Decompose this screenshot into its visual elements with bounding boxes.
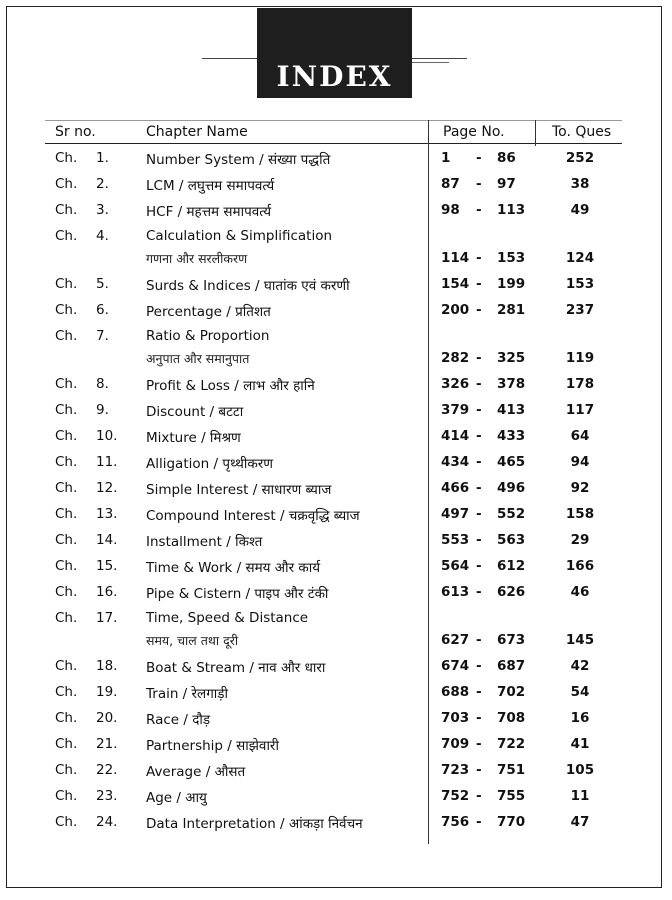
page-to: 755 bbox=[497, 788, 526, 804]
page-to: 113 bbox=[497, 202, 526, 218]
page-dash: - bbox=[476, 684, 482, 700]
page-to: 496 bbox=[497, 480, 526, 496]
chapter-prefix: Ch. bbox=[55, 402, 78, 418]
question-count: 145 bbox=[565, 632, 595, 648]
chapter-number: 21. bbox=[96, 736, 118, 752]
chapter-prefix: Ch. bbox=[55, 150, 78, 166]
page-from: 200 bbox=[441, 302, 470, 318]
chapter-prefix: Ch. bbox=[55, 658, 78, 674]
page-from: 434 bbox=[441, 454, 470, 470]
chapter-prefix: Ch. bbox=[55, 814, 78, 830]
chapter-number: 11. bbox=[96, 454, 118, 470]
page-to: 552 bbox=[497, 506, 526, 522]
chapter-number: 5. bbox=[96, 276, 109, 292]
chapter-prefix: Ch. bbox=[55, 176, 78, 192]
page-from: 688 bbox=[441, 684, 470, 700]
page-dash: - bbox=[476, 506, 482, 522]
page-to: 770 bbox=[497, 814, 526, 830]
page-from: 703 bbox=[441, 710, 470, 726]
chapter-name: Discount / बटटा bbox=[146, 404, 244, 420]
page-from: 497 bbox=[441, 506, 470, 522]
page-dash: - bbox=[476, 710, 482, 726]
page-dash: - bbox=[476, 558, 482, 574]
question-count: 46 bbox=[570, 584, 590, 600]
chapter-prefix: Ch. bbox=[55, 302, 78, 318]
chapter-prefix: Ch. bbox=[55, 376, 78, 392]
chapter-number: 15. bbox=[96, 558, 118, 574]
question-count: 29 bbox=[570, 532, 590, 548]
page-to: 708 bbox=[497, 710, 526, 726]
question-count: 166 bbox=[565, 558, 595, 574]
question-count: 38 bbox=[570, 176, 590, 192]
chapter-name: Average / औसत bbox=[146, 764, 246, 780]
title-rule-left bbox=[202, 58, 264, 59]
question-count: 117 bbox=[565, 402, 595, 418]
page-from: 723 bbox=[441, 762, 470, 778]
chapter-prefix: Ch. bbox=[55, 276, 78, 292]
page-from: 564 bbox=[441, 558, 470, 574]
chapter-prefix: Ch. bbox=[55, 428, 78, 444]
page-from: 752 bbox=[441, 788, 470, 804]
question-count: 252 bbox=[565, 150, 595, 166]
question-count: 158 bbox=[565, 506, 595, 522]
page-dash: - bbox=[476, 402, 482, 418]
page-to: 702 bbox=[497, 684, 526, 700]
page-to: 378 bbox=[497, 376, 526, 392]
page-from: 114 bbox=[441, 250, 470, 266]
chapter-name: Boat & Stream / नाव और धारा bbox=[146, 660, 326, 676]
chapter-number: 13. bbox=[96, 506, 118, 522]
chapter-prefix: Ch. bbox=[55, 202, 78, 218]
page-to: 687 bbox=[497, 658, 526, 674]
chapter-name: Partnership / साझेवारी bbox=[146, 738, 279, 754]
chapter-prefix: Ch. bbox=[55, 788, 78, 804]
page-dash: - bbox=[476, 584, 482, 600]
question-count: 124 bbox=[565, 250, 595, 266]
chapter-number: 4. bbox=[96, 228, 109, 244]
question-count: 237 bbox=[565, 302, 595, 318]
chapter-number: 3. bbox=[96, 202, 109, 218]
chapter-number: 8. bbox=[96, 376, 109, 392]
question-count: 49 bbox=[570, 202, 590, 218]
chapter-name: Time & Work / समय और कार्य bbox=[146, 560, 321, 576]
page-from: 154 bbox=[441, 276, 470, 292]
page-to: 722 bbox=[497, 736, 526, 752]
header-ques: To. Ques bbox=[552, 124, 612, 140]
chapter-number: 14. bbox=[96, 532, 118, 548]
page-dash: - bbox=[476, 302, 482, 318]
question-count: 47 bbox=[570, 814, 590, 830]
chapter-number: 18. bbox=[96, 658, 118, 674]
chapter-name-hindi: अनुपात और समानुपात bbox=[146, 351, 250, 366]
chapter-prefix: Ch. bbox=[55, 532, 78, 548]
page-dash: - bbox=[476, 250, 482, 266]
chapter-name: Profit & Loss / लाभ और हानि bbox=[146, 378, 315, 394]
chapter-name: Percentage / प्रतिशत bbox=[146, 304, 271, 320]
chapter-prefix: Ch. bbox=[55, 710, 78, 726]
chapter-number: 6. bbox=[96, 302, 109, 318]
chapter-prefix: Ch. bbox=[55, 736, 78, 752]
page-from: 674 bbox=[441, 658, 470, 674]
chapter-prefix: Ch. bbox=[55, 610, 78, 626]
page-dash: - bbox=[476, 428, 482, 444]
chapter-name: Race / दौड़ bbox=[146, 712, 211, 728]
question-count: 11 bbox=[570, 788, 590, 804]
page-dash: - bbox=[476, 176, 482, 192]
chapter-name: LCM / लघुत्तम समापवर्त्य bbox=[146, 178, 275, 194]
chapter-name: Alligation / पृथ्थीकरण bbox=[146, 456, 273, 472]
page-from: 613 bbox=[441, 584, 470, 600]
chapter-name: Mixture / मिश्रण bbox=[146, 430, 241, 446]
chapter-name: Data Interpretation / आंकड़ा निर्वचन bbox=[146, 816, 363, 832]
header-srno: Sr no. bbox=[55, 124, 96, 140]
chapter-name: Compound Interest / चक्रवृद्धि ब्याज bbox=[146, 508, 360, 524]
chapter-number: 2. bbox=[96, 176, 109, 192]
page-to: 413 bbox=[497, 402, 526, 418]
chapter-name-hindi: गणना और सरलीकरण bbox=[146, 251, 248, 266]
page-dash: - bbox=[476, 480, 482, 496]
chapter-number: 17. bbox=[96, 610, 118, 626]
column-divider-ques bbox=[535, 120, 536, 146]
page-to: 86 bbox=[497, 150, 516, 166]
chapter-name: Pipe & Cistern / पाइप और टंकी bbox=[146, 586, 329, 602]
question-count: 178 bbox=[565, 376, 595, 392]
question-count: 94 bbox=[570, 454, 590, 470]
page-dash: - bbox=[476, 150, 482, 166]
page-dash: - bbox=[476, 632, 482, 648]
page-to: 325 bbox=[497, 350, 526, 366]
question-count: 41 bbox=[570, 736, 590, 752]
page-from: 553 bbox=[441, 532, 470, 548]
question-count: 42 bbox=[570, 658, 590, 674]
page-dash: - bbox=[476, 762, 482, 778]
chapter-name: Installment / किश्त bbox=[146, 534, 263, 550]
chapter-name: Surds & Indices / घातांक एवं करणी bbox=[146, 278, 350, 294]
page-from: 282 bbox=[441, 350, 470, 366]
page-dash: - bbox=[476, 814, 482, 830]
chapter-prefix: Ch. bbox=[55, 480, 78, 496]
question-count: 119 bbox=[565, 350, 595, 366]
question-count: 92 bbox=[570, 480, 590, 496]
header-page: Page No. bbox=[443, 124, 505, 140]
chapter-prefix: Ch. bbox=[55, 684, 78, 700]
chapter-number: 24. bbox=[96, 814, 118, 830]
chapter-prefix: Ch. bbox=[55, 558, 78, 574]
chapter-name: Ratio & Proportion bbox=[146, 328, 270, 344]
chapter-number: 20. bbox=[96, 710, 118, 726]
page-from: 379 bbox=[441, 402, 470, 418]
chapter-number: 12. bbox=[96, 480, 118, 496]
page-to: 465 bbox=[497, 454, 526, 470]
chapter-prefix: Ch. bbox=[55, 228, 78, 244]
page-to: 153 bbox=[497, 250, 526, 266]
chapter-number: 9. bbox=[96, 402, 109, 418]
page-from: 414 bbox=[441, 428, 470, 444]
page-to: 281 bbox=[497, 302, 526, 318]
chapter-name: HCF / महत्तम समापवर्त्य bbox=[146, 204, 272, 220]
page-dash: - bbox=[476, 202, 482, 218]
chapter-number: 16. bbox=[96, 584, 118, 600]
question-count: 105 bbox=[565, 762, 595, 778]
page-dash: - bbox=[476, 736, 482, 752]
page-from: 1 bbox=[441, 150, 451, 166]
page-from: 98 bbox=[441, 202, 460, 218]
page-from: 709 bbox=[441, 736, 470, 752]
page-from: 627 bbox=[441, 632, 470, 648]
page-title: INDEX bbox=[276, 60, 393, 93]
page-dash: - bbox=[476, 454, 482, 470]
chapter-number: 19. bbox=[96, 684, 118, 700]
chapter-prefix: Ch. bbox=[55, 328, 78, 344]
chapter-name: Calculation & Simplification bbox=[146, 228, 333, 244]
chapter-number: 23. bbox=[96, 788, 118, 804]
chapter-name: Simple Interest / साधारण ब्याज bbox=[146, 482, 332, 498]
page-from: 326 bbox=[441, 376, 470, 392]
chapter-name-hindi: समय, चाल तथा दूरी bbox=[146, 633, 239, 648]
question-count: 54 bbox=[570, 684, 590, 700]
chapter-name: Age / आयु bbox=[146, 790, 207, 806]
page-to: 612 bbox=[497, 558, 526, 574]
chapter-number: 7. bbox=[96, 328, 109, 344]
chapter-prefix: Ch. bbox=[55, 584, 78, 600]
page-from: 466 bbox=[441, 480, 470, 496]
page-dash: - bbox=[476, 376, 482, 392]
chapter-prefix: Ch. bbox=[55, 762, 78, 778]
page-from: 756 bbox=[441, 814, 470, 830]
chapter-prefix: Ch. bbox=[55, 454, 78, 470]
question-count: 16 bbox=[570, 710, 590, 726]
page-to: 563 bbox=[497, 532, 526, 548]
question-count: 64 bbox=[570, 428, 590, 444]
page-from: 87 bbox=[441, 176, 460, 192]
chapter-number: 1. bbox=[96, 150, 109, 166]
header-chapter: Chapter Name bbox=[146, 124, 248, 140]
chapter-name: Time, Speed & Distance bbox=[146, 610, 309, 626]
page-dash: - bbox=[476, 788, 482, 804]
question-count: 153 bbox=[565, 276, 595, 292]
page-dash: - bbox=[476, 532, 482, 548]
column-divider-page bbox=[428, 120, 429, 844]
chapter-number: 22. bbox=[96, 762, 118, 778]
page-to: 433 bbox=[497, 428, 526, 444]
table-header bbox=[45, 122, 625, 144]
page-to: 751 bbox=[497, 762, 526, 778]
chapter-name: Train / रेलगाड़ी bbox=[146, 686, 229, 702]
chapter-name: Number System / संख्या पद्धति bbox=[146, 152, 331, 168]
page-to: 199 bbox=[497, 276, 526, 292]
page-dash: - bbox=[476, 276, 482, 292]
page-to: 97 bbox=[497, 176, 516, 192]
page-to: 626 bbox=[497, 584, 526, 600]
page-to: 673 bbox=[497, 632, 526, 648]
page-dash: - bbox=[476, 658, 482, 674]
chapter-prefix: Ch. bbox=[55, 506, 78, 522]
page-dash: - bbox=[476, 350, 482, 366]
chapter-number: 10. bbox=[96, 428, 118, 444]
